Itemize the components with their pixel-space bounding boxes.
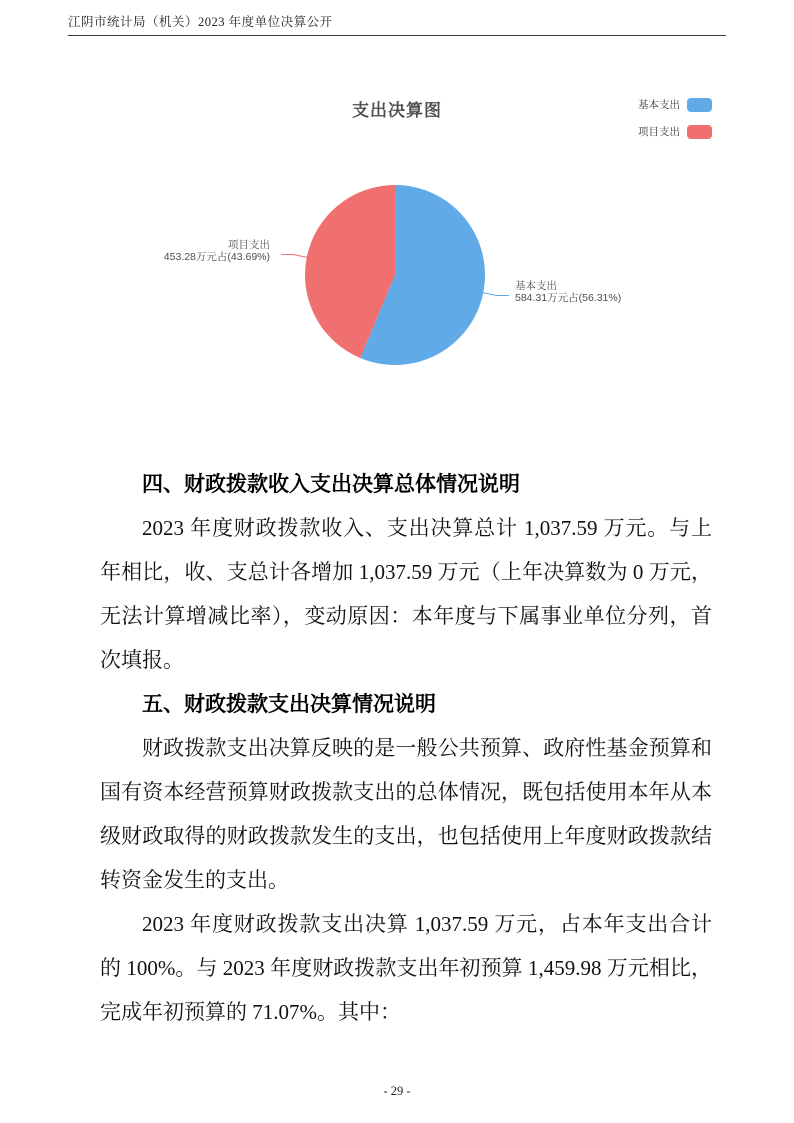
section-heading-4: 四、财政拨款收入支出决算总体情况说明	[142, 472, 520, 496]
section-4-paragraph-1: 2023 年度财政拨款收入、支出决算总计 1,037.59 万元。与上年相比，收、支总计各增加 1,037.59 万元（上年决算数为 0 万元，无法计算增减比率），变动原因：本年度与下属事业单位分列，首次填报。	[100, 516, 712, 672]
pie-label-project-expenditure	[164, 240, 270, 263]
legend-label: 基本支出	[638, 99, 680, 111]
section-5-paragraph-2: 2023 年度财政拨款支出决算 1,037.59 万元，占本年支出合计的 100%。与 2023 年度财政拨款支出年初预算 1,459.98 万元相比，完成年初预算的 71.07%。其中：	[100, 912, 712, 1024]
pie-label-line-0	[481, 292, 509, 295]
pie-chart	[0, 85, 794, 435]
pie-label-value: 453.28万元占(43.69%)	[163, 250, 270, 263]
document-body	[100, 462, 712, 1034]
expenditure-pie-chart-block	[0, 85, 794, 435]
section-heading-5: 五、财政拨款支出决算情况说明	[142, 692, 436, 716]
pie-label-value: 584.31万元占(56.31%)	[515, 291, 622, 304]
section-5-paragraph-1: 财政拨款支出决算反映的是一般公共预算、政府性基金预算和国有资本经营预算财政拨款支出的总体情况，既包括使用本年从本级财政取得的财政拨款发生的支出，也包括使用上年度财政拨款结转资金发生的支出。	[100, 736, 712, 892]
legend-label: 项目支出	[638, 126, 680, 138]
pie-label-line-1	[281, 255, 309, 258]
pie-label-name: 项目支出	[228, 239, 270, 251]
page-number: - 29 -	[383, 1084, 411, 1098]
chart-title: 支出决算图	[352, 101, 442, 120]
document-header-title: 江阴市统计局（机关）2023 年度单位决算公开	[68, 15, 333, 29]
pie-label-basic-expenditure	[515, 281, 621, 304]
header-divider	[68, 35, 726, 36]
pie-label-name: 基本支出	[515, 280, 557, 292]
